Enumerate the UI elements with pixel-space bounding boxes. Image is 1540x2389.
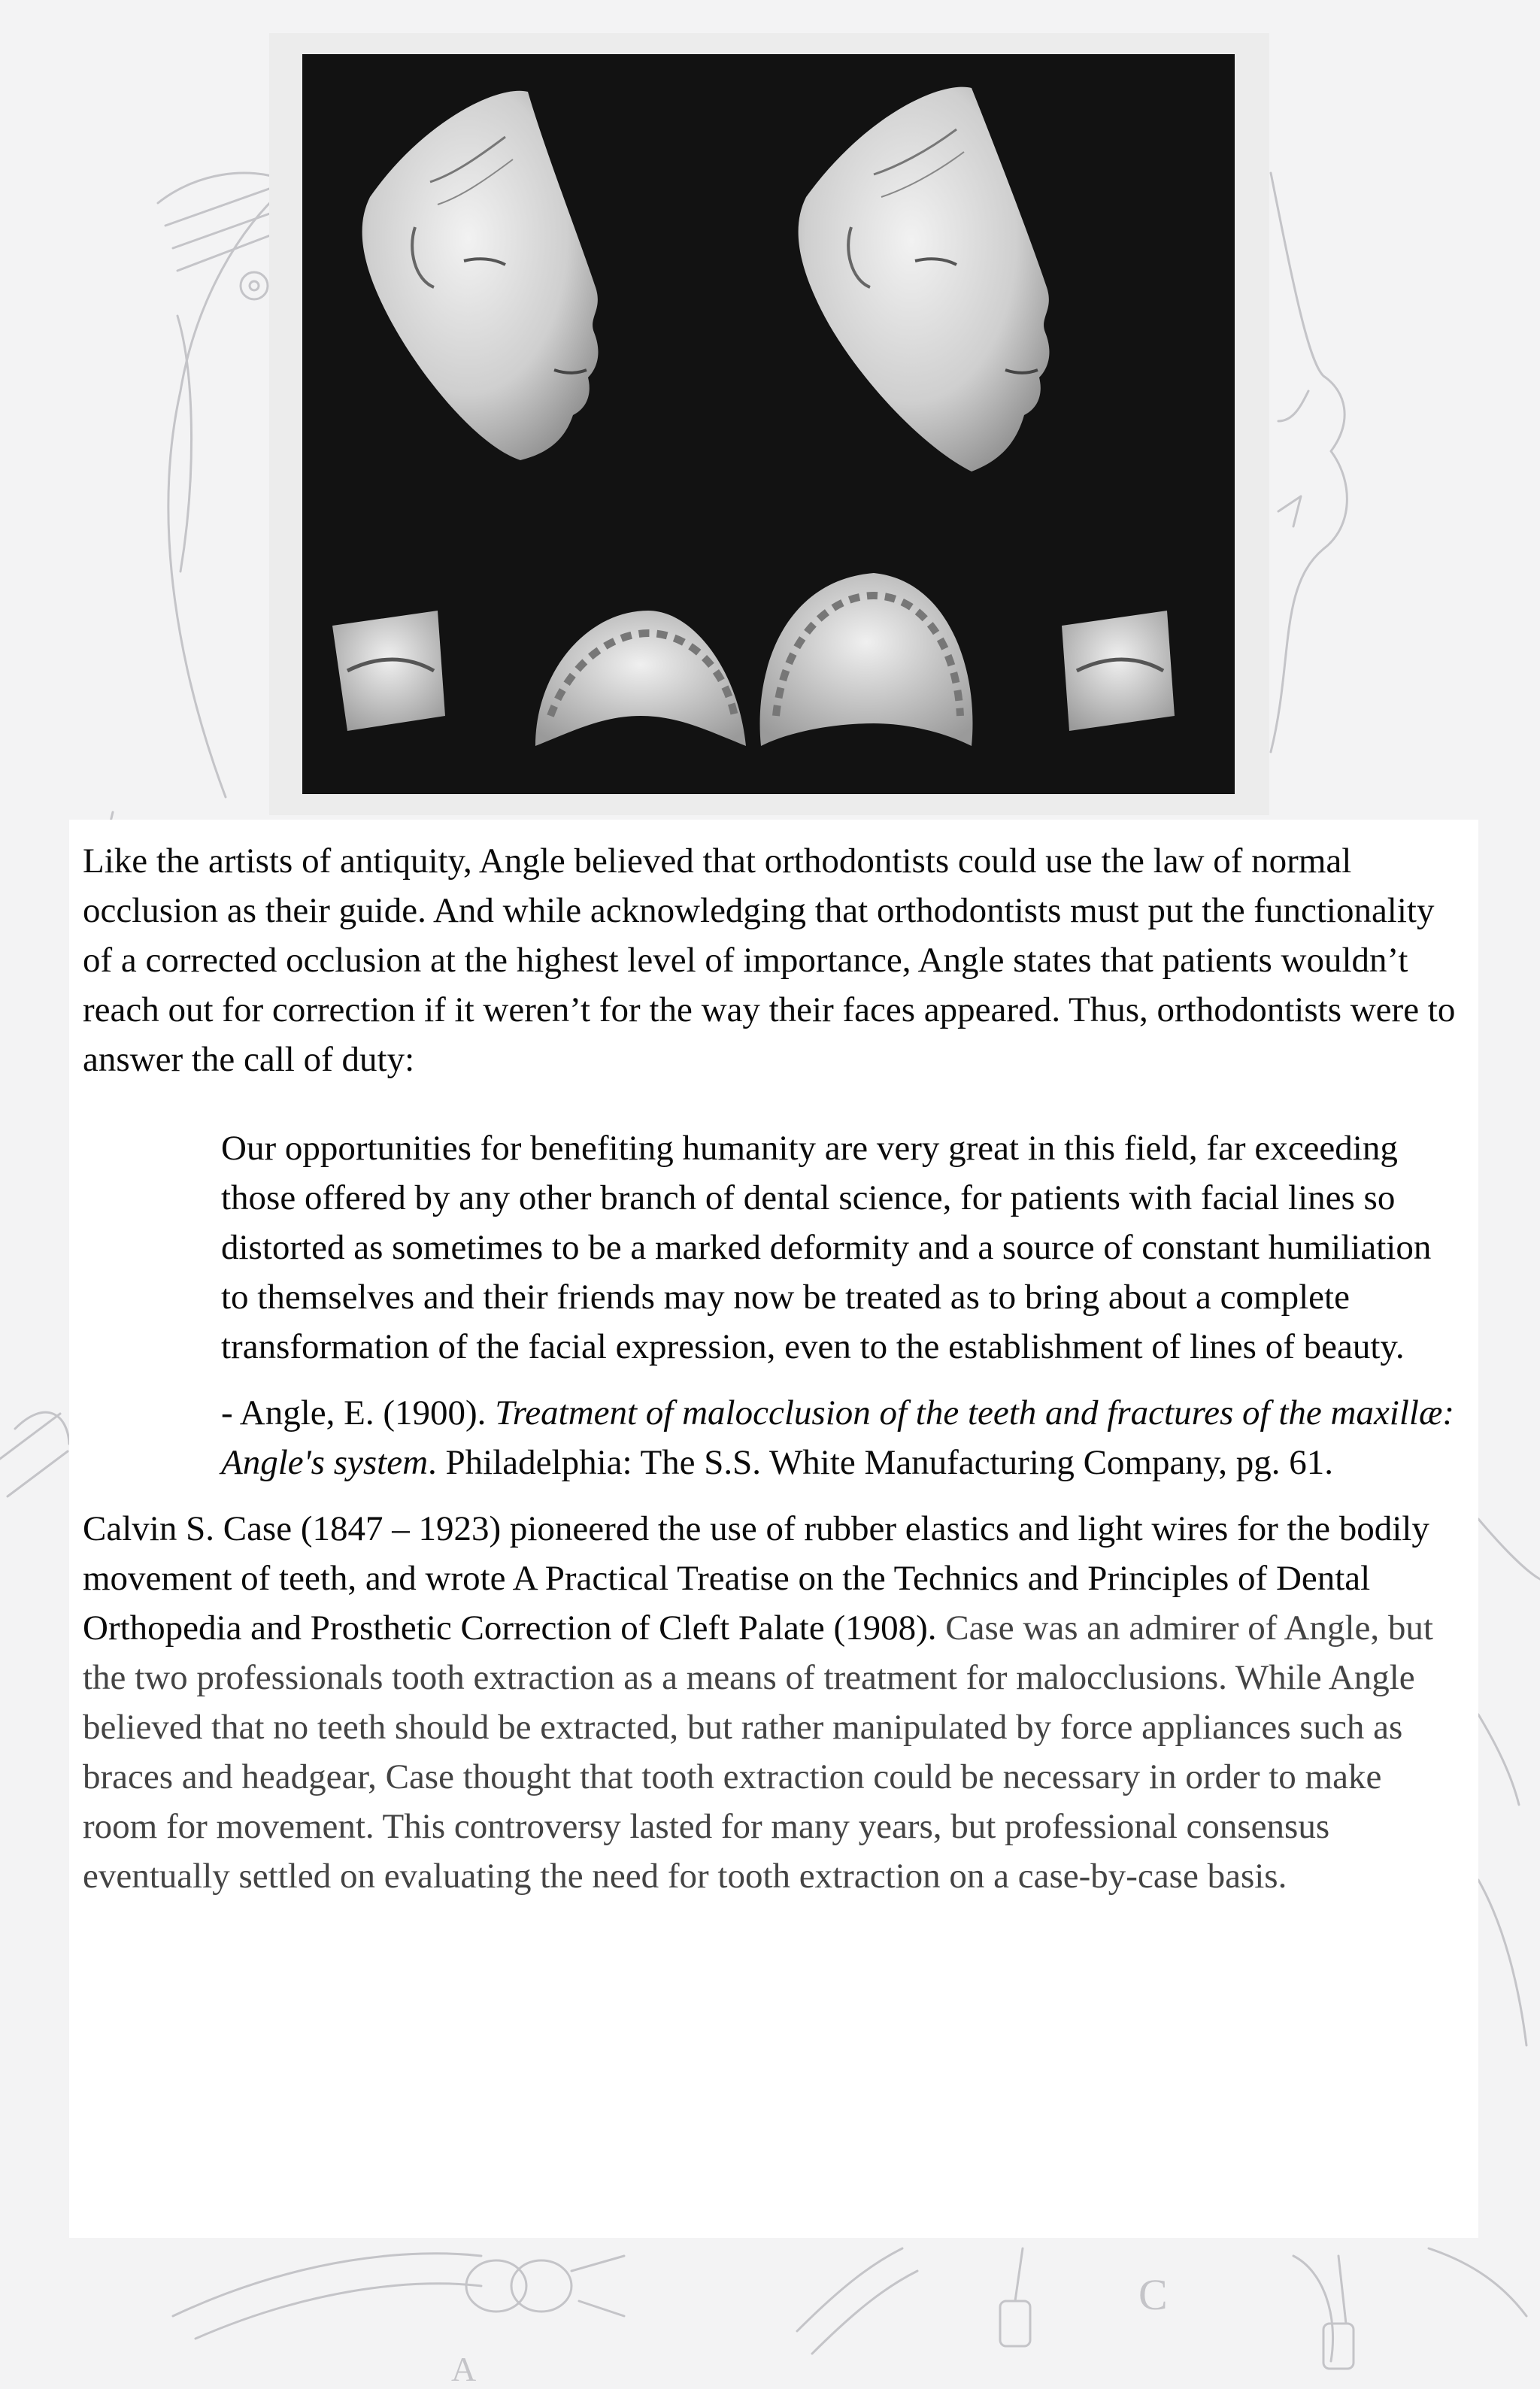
paragraph-calvin-case [83, 1504, 1465, 1901]
paragraph-angle-beliefs: Like the artists of antiquity, Angle believed that orthodontists could use the law of normal occlusion as their guide. And while acknowledging that orthodontists must put the functionality of a corrected occlusion at the highest level of importance, Angle states that patients wouldn’t reach out for correction if it weren’t for the way their faces appeared. Thus, orthodontists were to answer the call of duty: [83, 841, 1456, 1079]
citation-suffix: . Philadelphia: The S.S. White Manufacturing Company, pg. 61. [428, 1443, 1334, 1482]
citation-prefix: - Angle, E. (1900). [221, 1393, 496, 1432]
face-cast-before-icon [362, 91, 599, 460]
angle-quote: Our opportunities for benefiting humanity are very great in this field, far exceeding those offered by any other branch of dental science, for patients with facial lines so distorted as sometimes to be a marked deformity and a source of constant humiliation to themselves and their friends may now be treated as to bring about a complete transformation of the facial expression, even to the establishment of lines of beauty. [221, 1129, 1432, 1366]
facial-casts-illustration [302, 54, 1235, 794]
face-cast-after-icon [799, 87, 1050, 471]
photograph-frame [269, 33, 1269, 815]
background-label-c: C [1138, 2270, 1168, 2319]
angle-citation [83, 1388, 1465, 1487]
dental-model-icon [332, 573, 1175, 746]
citation-title: Treatment of malocclusion of the teeth and fractures of the maxillæ: Angle's system [221, 1393, 1454, 1482]
article-text-box [69, 820, 1478, 2238]
paragraph-case-controversy: Case was an admirer of Angle, but the two professionals tooth extraction as a means of treatment for malocclusions. While Angle believed that no teeth should be extracted, but rather manipulated by force appliances such as braces and headgear, Case thought that tooth extraction could be necessary in order to make room for movement. This controversy lasted for many years, but professional consensus eventually settled on evaluating the need for tooth extraction on a case-by-case basis. [83, 1608, 1433, 1896]
background-label-a: A [451, 2350, 477, 2388]
facial-casts-photograph [302, 54, 1235, 794]
paragraph-case-intro: Calvin S. Case (1847 – 1923) pioneered the use of rubber elastics and light wires for the bodily movement of teeth, and wrote A Practical Treatise on the Technics and Principles of Dental Orthopedia and Prosthetic Correction of Cleft Palate (1908). [83, 1509, 1429, 1648]
